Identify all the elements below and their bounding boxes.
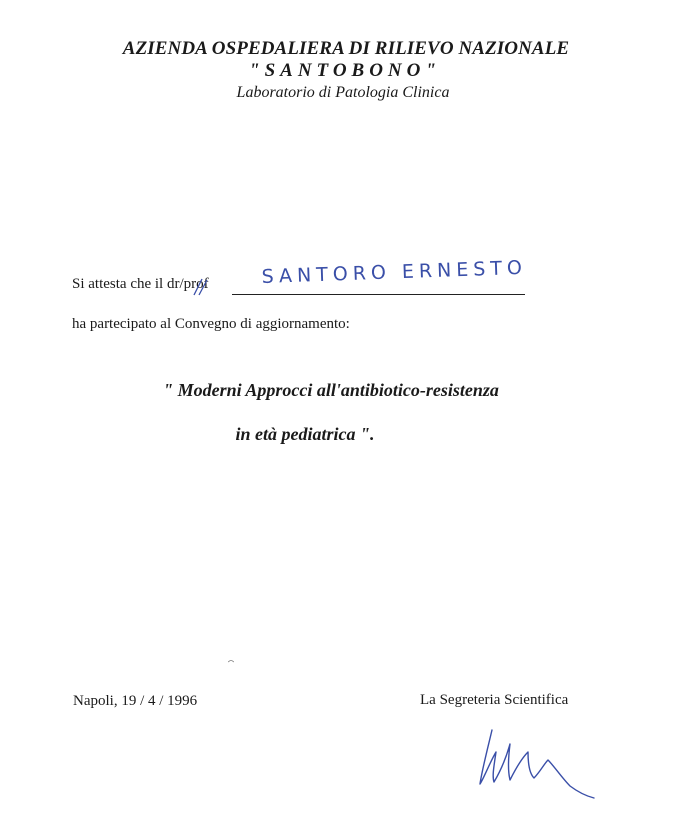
hospital-name: AZIENDA OSPEDALIERA DI RILIEVO NAZIONALE: [122, 38, 570, 59]
paper-speck: [228, 660, 234, 663]
event-title-line2: in età pediatrica ".: [235, 424, 375, 444]
participation-line: ha partecipato al Convegno di aggiornamento:: [72, 316, 350, 332]
hospital-short-name: "SANTOBONO": [249, 60, 441, 81]
struck-title: [184, 276, 209, 293]
laboratory-name: Laboratorio di Patologia Clinica: [236, 84, 450, 101]
handwritten-name: SANTORO ERNESTO: [261, 256, 528, 288]
struck-title-text: prof: [183, 276, 209, 292]
handwritten-signature-icon: [470, 722, 600, 802]
name-underline: [232, 294, 525, 295]
attestation-prefix: Si attesta che il dr/: [72, 276, 184, 292]
attestation-line: [72, 276, 209, 293]
strikethrough-mark-icon: [190, 277, 210, 297]
signatory-label: La Segreteria Scientifica: [420, 692, 569, 708]
place-and-date: Napoli, 19 / 4 / 1996: [73, 693, 198, 709]
event-title-line1: " Moderni Approcci all'antibiotico-resistenza: [163, 380, 499, 400]
header: [0, 38, 698, 104]
